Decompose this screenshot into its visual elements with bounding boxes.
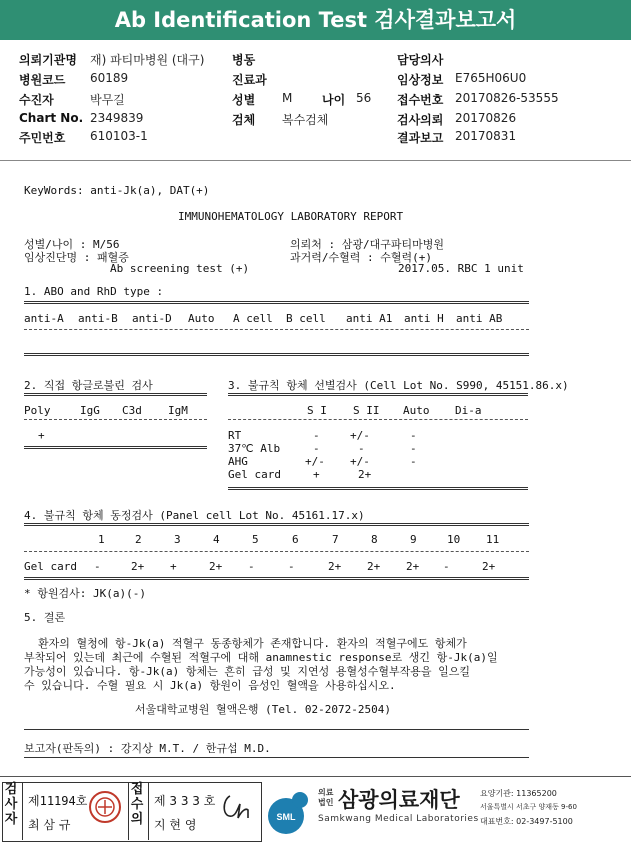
s2-value-0: + — [38, 429, 45, 442]
s4-header-9: 10 — [447, 533, 461, 546]
value-institution: 재) 파티마병원 (대구) — [90, 53, 205, 67]
s4-value-1: 2+ — [131, 560, 145, 573]
s4-value-6: 2+ — [328, 560, 342, 573]
s3-phase-1: 37℃ Alb — [228, 442, 281, 455]
s3-phase-3: Gel card — [228, 468, 281, 481]
footer — [0, 778, 631, 844]
s1-header-1: anti-B — [78, 312, 118, 325]
org-name: 삼광의료재단 — [338, 788, 460, 812]
conclusion-line-1: 환자의 혈청에 항-Jk(a) 적혈구 동종항체가 존재합니다. 환자의 적혈구에도 항체가 — [38, 637, 467, 650]
s4-value-7: 2+ — [367, 560, 381, 573]
s3-r1-c0: - — [313, 442, 320, 455]
s4-header-10: 11 — [486, 533, 500, 546]
sml-logo-icon — [266, 786, 314, 838]
s3-header-1: S II — [353, 404, 380, 417]
org-type-bottom: 법인 — [318, 798, 334, 807]
value-request-date: 20170826 — [455, 111, 517, 125]
s4-value-0: - — [94, 560, 101, 573]
section-3-title: 3. 불규칙 항체 선별검사 (Cell Lot No. S990, 45151.86.x) — [228, 379, 569, 392]
s4-rule-top — [24, 523, 529, 526]
section-1-title: 1. ABO and RhD type : — [24, 285, 164, 298]
s1-header-3: Auto — [188, 312, 215, 325]
confirm-label-text: 접수의 — [130, 782, 144, 827]
value-specimen: 복수검체 — [282, 113, 329, 127]
s1-header-7: anti H — [404, 312, 444, 325]
s4-rule-mid — [24, 551, 529, 552]
inspector-label-text: 검사자 — [4, 782, 18, 827]
value-report-date: 20170831 — [455, 129, 517, 143]
s3-rule-mid — [228, 419, 528, 420]
value-hospital-code: 60189 — [90, 71, 129, 85]
s3-rule-top — [228, 393, 528, 396]
s4-rule-bottom — [24, 577, 529, 580]
blood-bank: 서울대학교병원 혈액은행 (Tel. 02-2072-2504) — [135, 703, 391, 716]
transfusion-detail: 2017.05. RBC 1 unit — [398, 262, 524, 275]
value-age: 56 — [356, 91, 372, 105]
footer-divider — [0, 776, 631, 777]
s1-header-0: anti-A — [24, 312, 64, 325]
s1-rule-mid — [24, 329, 529, 330]
s3-rule-bottom — [228, 487, 528, 490]
s3-r0-c0: - — [313, 429, 320, 442]
s4-header-0: 1 — [98, 533, 105, 546]
footer-div-2 — [128, 782, 129, 840]
org-info-2: 서울특별시 서초구 양재동 9-60 — [480, 803, 577, 811]
value-resident-no: 610103-1 — [90, 129, 148, 143]
diagnosis: 임상진단명 : 패혈증 — [24, 251, 129, 264]
s2-rule-mid — [24, 419, 207, 420]
label-age: 나이 — [322, 93, 346, 107]
s1-header-4: A cell — [233, 312, 273, 325]
label-hospital-code: 병원코드 — [19, 73, 66, 87]
label-department: 진료과 — [232, 73, 267, 87]
s4-value-4: - — [248, 560, 255, 573]
s3-r3-c1: 2+ — [358, 468, 372, 481]
section-5-title: 5. 결론 — [24, 611, 66, 624]
s4-value-10: 2+ — [482, 560, 496, 573]
s4-header-6: 7 — [332, 533, 339, 546]
confirm-name: 지 현 영 — [154, 818, 197, 832]
confirm-license: 제 3 3 3 호 — [154, 794, 216, 808]
conclusion-line-3: 가능성이 있습니다. 항-Jk(a) 항체는 흔히 급성 및 지연성 용혈성수혈부작용을 일으킬 — [24, 665, 470, 678]
inspector-name: 최 삼 규 — [28, 818, 71, 832]
label-chart-no: Chart No. — [19, 111, 84, 125]
s1-rule-bottom — [24, 353, 529, 356]
label-patient: 수진자 — [19, 93, 54, 107]
s1-header-2: anti-D — [132, 312, 172, 325]
label-sex: 성별 — [232, 93, 256, 107]
s3-r2-c0: +/- — [305, 455, 325, 468]
logo-text: SML — [276, 812, 296, 822]
lab-report — [0, 175, 631, 775]
label-institution: 의뢰기관명 — [19, 53, 77, 67]
reporter-rule-top — [24, 729, 529, 730]
s3-r2-c1: +/- — [350, 455, 370, 468]
referrer: 의뢰처 : 삼광/대구파티마병원 — [290, 238, 445, 251]
s4-header-2: 3 — [174, 533, 181, 546]
report-title: Ab Identification Test 검사결과보고서 — [0, 0, 631, 40]
label-resident-no: 주민번호 — [19, 131, 66, 145]
s4-header-5: 6 — [292, 533, 299, 546]
s3-r0-c1: +/- — [350, 429, 370, 442]
s2-header-0: Poly — [24, 404, 51, 417]
sex-age: 성별/나이 : M/56 — [24, 238, 120, 251]
s4-row-label: Gel card — [24, 560, 77, 573]
s3-phase-2: AHG — [228, 455, 248, 468]
s3-header-3: Di-a — [455, 404, 482, 417]
s1-header-8: anti AB — [456, 312, 503, 325]
section-4-title: 4. 불규칙 항체 동정검사 (Panel cell Lot No. 45161.17.x) — [24, 509, 365, 522]
reporter-rule-bottom — [24, 757, 529, 758]
antigen-test: * 항원검사: JK(a)(-) — [24, 587, 146, 600]
value-patient: 박무길 — [90, 93, 125, 107]
transfusion-history: 과거력/수혈력 : 수혈력(+) — [290, 251, 432, 264]
value-chart-no: 2349839 — [90, 111, 144, 125]
label-specimen: 검체 — [232, 113, 256, 127]
s1-rule-top — [24, 301, 529, 304]
footer-div-1 — [22, 782, 23, 840]
label-report-date: 결과보고 — [397, 131, 444, 145]
s4-value-8: 2+ — [406, 560, 420, 573]
label-request-date: 검사의뢰 — [397, 113, 444, 127]
lab-report-title: IMMUNOHEMATOLOGY LABORATORY REPORT — [178, 210, 404, 223]
inspector-seal-icon — [88, 790, 122, 824]
value-clinical-info: E765H06U0 — [455, 71, 527, 85]
s3-header-2: Auto — [403, 404, 430, 417]
s4-value-2: + — [170, 560, 177, 573]
s3-r2-c2: - — [410, 455, 417, 468]
s2-rule-bottom — [24, 446, 207, 449]
label-doctor: 담당의사 — [397, 53, 444, 67]
header-divider — [0, 160, 631, 161]
org-type — [318, 788, 333, 808]
s4-value-5: - — [288, 560, 295, 573]
s3-header-0: S I — [307, 404, 327, 417]
keywords: KeyWords: anti-Jk(a), DAT(+) — [24, 184, 210, 197]
inspector-license: 제11194호 — [28, 794, 88, 808]
org-info-3: 대표번호: 02-3497-5100 — [480, 817, 573, 826]
s4-header-3: 4 — [213, 533, 220, 546]
org-info-1: 요양기관: 11365200 — [480, 789, 557, 798]
label-clinical-info: 임상정보 — [397, 73, 444, 87]
s4-header-4: 5 — [252, 533, 259, 546]
s2-header-1: IgG — [80, 404, 100, 417]
screening-result: Ab screening test (+) — [110, 262, 250, 275]
org-type-top: 의료 — [318, 788, 334, 797]
reporter: 보고자(판독의) : 강지상 M.T. / 한규섭 M.D. — [24, 742, 271, 755]
s3-r0-c2: - — [410, 429, 417, 442]
s4-value-9: - — [443, 560, 450, 573]
s2-header-2: C3d — [122, 404, 142, 417]
label-receipt-no: 접수번호 — [397, 93, 444, 107]
conclusion-line-2: 부착되어 있는데 최근에 수혈된 적혈구에 대해 anamnestic response로 생긴 항-Jk(a)일 — [24, 651, 498, 664]
s4-header-8: 9 — [410, 533, 417, 546]
s1-header-5: B cell — [286, 312, 326, 325]
s3-r1-c2: - — [410, 442, 417, 455]
conclusion-line-4: 수 있습니다. 수혈 필요 시 Jk(a) 항원이 음성인 혈액을 사용하십시오. — [24, 679, 396, 692]
s2-header-3: IgM — [168, 404, 188, 417]
patient-header — [0, 40, 631, 160]
confirm-label — [130, 782, 146, 827]
org-english: Samkwang Medical Laboratories — [318, 814, 479, 824]
s3-r1-c1: - — [358, 442, 365, 455]
inspector-label — [4, 782, 20, 827]
s4-header-1: 2 — [135, 533, 142, 546]
signature-icon — [218, 790, 256, 824]
s2-rule-top — [24, 393, 207, 396]
value-sex: M — [282, 91, 293, 105]
s4-header-7: 8 — [371, 533, 378, 546]
s3-phase-0: RT — [228, 429, 242, 442]
s4-value-3: 2+ — [209, 560, 223, 573]
s1-header-6: anti A1 — [346, 312, 393, 325]
section-2-title: 2. 직접 항글로불린 검사 — [24, 379, 153, 392]
s3-r3-c0: + — [313, 468, 320, 481]
label-ward: 병동 — [232, 53, 256, 67]
footer-div-3 — [148, 782, 149, 840]
value-receipt-no: 20170826-53555 — [455, 91, 559, 105]
